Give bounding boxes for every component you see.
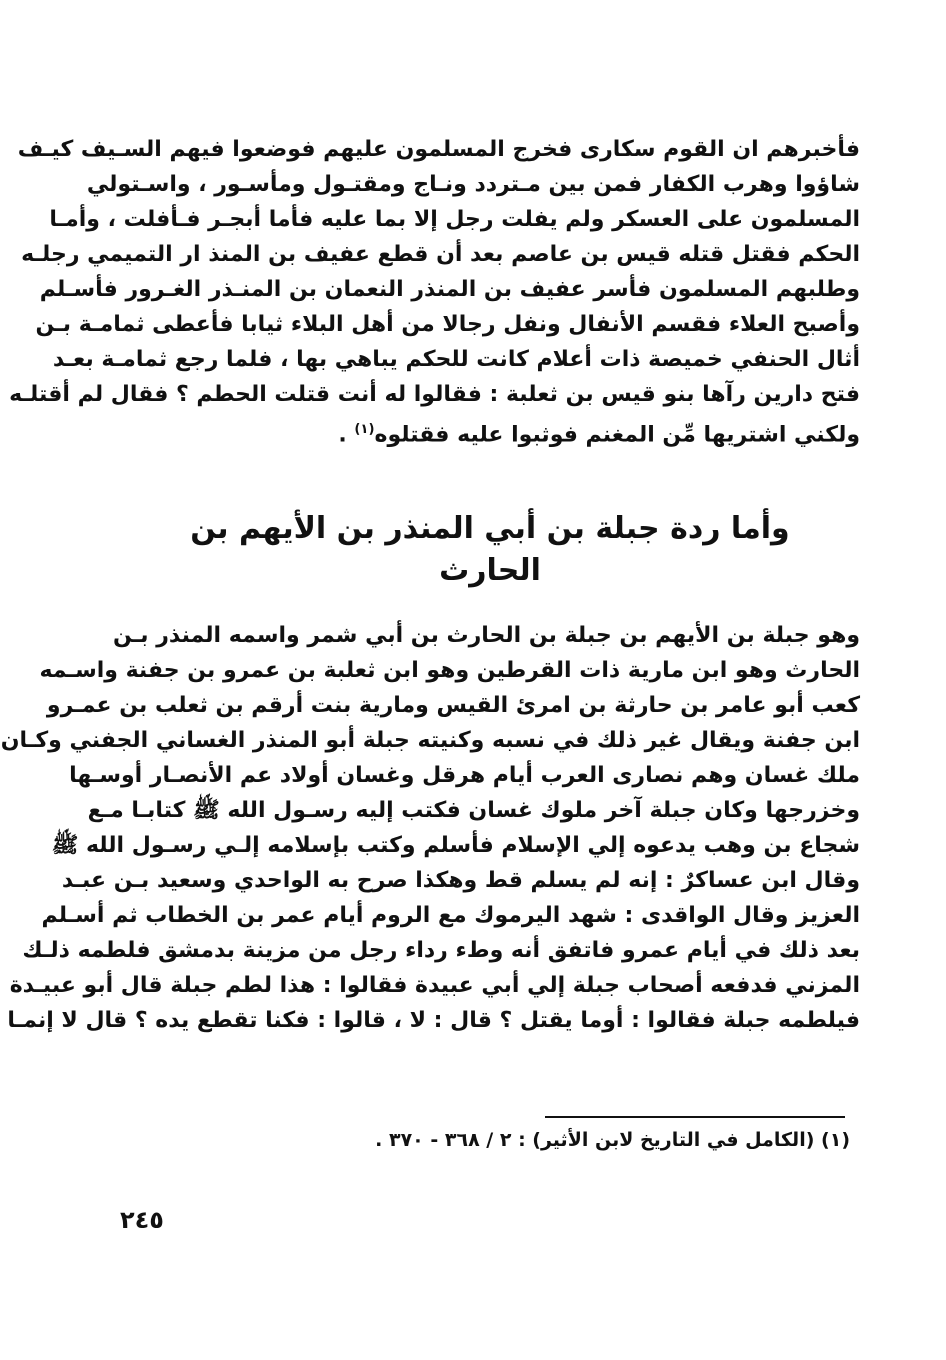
text-line-last [120,412,860,447]
text-line: فيلطمه جبلة فقالوا : أوما يقتل ؟ قال : لا ، قالوا : فكنا تقطع يده ؟ قال لا إنمـا [7,1008,860,1033]
text-line: فتح دارين رآها بنو قيس بن ثعلبة : فقالوا له أنت قتلت الحطم ؟ فقال لم أقتلـه [9,382,860,407]
text-line: وهو جبلة بن الأيهم بن جبلة بن الحارث بن أبي شمر واسمه المنذر بـن [112,623,860,648]
paragraph-2 [0,618,860,1038]
text-line: وخزرجها وكان جبلة آخر ملوك غسان فكتب إليه رسـول الله ﷺ كتابـا مـع [87,798,860,823]
text-line: المسلمون على العسكر ولم يفلت رجل إلا بما عليه فأما أبجـر فـأفلت ، وأمـا [49,207,860,232]
text-line-last-end: . [338,422,355,448]
text-line: الحارث وهو ابن مارية ذات القرطين وهو ابن ثعلبة بن عمرو بن جفنة واسـمه [39,658,860,683]
text-line: شاؤوا وهرب الكفار فمن بين مـتردد ونـاج ومقتـول ومأسـور ، واسـتولي [86,172,860,197]
text-line: العزيز وقال الواقدى : شهد اليرموك مع الروم أيام عمر بن الخطاب ثم أسـلم [41,903,860,928]
footnote: (١) (الكامل في التاريخ لابن الأثير) : ٢ / ٣٦٨ - ٣٧٠ . [375,1129,850,1151]
text-line: الحكم فقتل قتله قيس بن عاصم بعد أن قطع عفيف بن المنذ ار التميمي رجلـه [21,242,860,267]
footnote-separator [545,1116,845,1118]
section-heading [170,508,810,592]
text-line: ملك غسان وهم نصارى العرب أيام هرقل وغسان أولاد عم الأنصـار أوسـها [69,763,860,788]
section-heading-line-2: الحارث [439,553,541,588]
text-line: بعد ذلك في أيام عمرو فاتفق أنه وطء رداء رجل من مزينة بدمشق فلطمه ذلـك [22,938,860,963]
paragraph-1 [9,132,860,448]
page-number: ٢٤٥ [120,1206,164,1234]
text-line: وأصبح العلاء فقسم الأنفال ونفل رجالا من أهل البلاء ثيابا فأعطى ثمامـة بـن [35,312,860,337]
text-line: المزني فدفعه أصحاب جبلة إلي أبي عبيدة فقالوا : هذا لطم جبلة قال أبو عبيـدة [9,973,860,998]
text-line: وقال ابن عساكرٌ : إنه لم يسلم قط وهكذا صرح به الواحدي وسعيد بـن عبـد [61,868,860,893]
text-line: أثال الحنفي خميصة ذات أعلام كانت للحكم يباهي بها ، فلما رجع ثمامـة بعـد [52,347,860,372]
text-line: ابن جفنة ويقال غير ذلك في نسبه وكنيته جبلة أبو المنذر الغساني الجفني وكـان [0,728,860,753]
text-line: شجاع بن وهب يدعوه إلي الإسلام فأسلم وكتب بإسلامه إلـي رسـول الله ﷺ [51,833,860,858]
footnote-marker: (١) [354,422,375,437]
text-line-last-body: ولكني اشتريها مِّن المغنم فوثبوا عليه فقتلوه [374,422,860,448]
text-line: فأخبرهم ان القوم سكارى فخرج المسلمون عليهم فوضعوا فيهم السـيف كيـف [17,137,860,162]
section-heading-line-1: وأما ردة جبلة بن أبي المنذر بن الأيهم بن [190,511,790,546]
text-line: كعب أبو عامر بن حارثة بن امرئ القيس ومارية بنت أرقم بن ثعلب بن عمـرو [46,693,860,718]
text-line: وطلبهم المسلمون فأسر عفيف بن المنذر النعمان بن المنـذر الغـرور فأسـلم [39,277,860,302]
